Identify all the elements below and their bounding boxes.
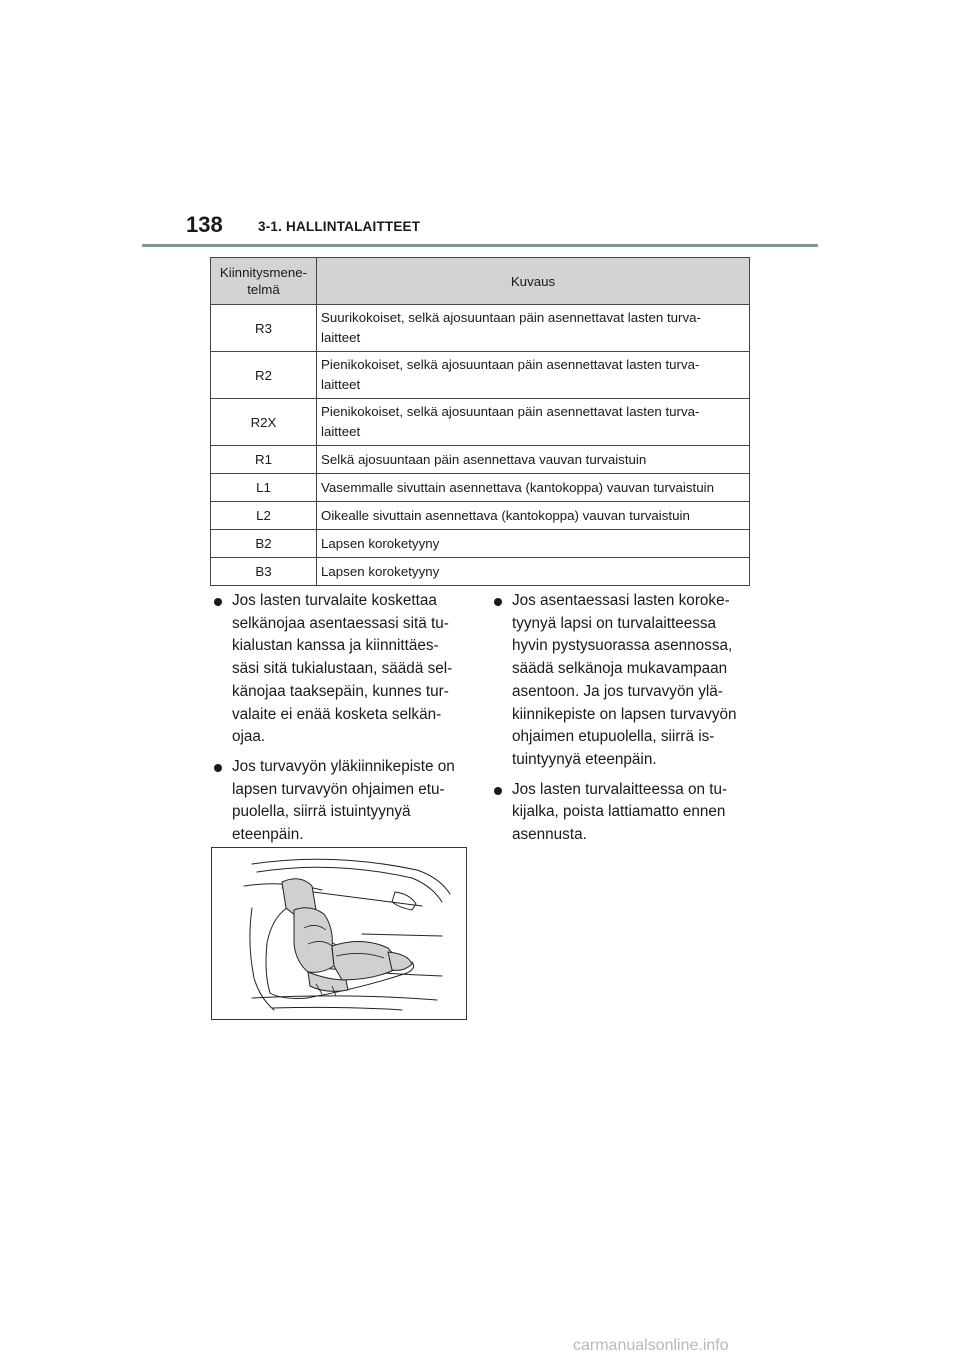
method-description: Pienikokoiset, selkä ajosuuntaan päin asennettavat lasten turva- laitteet [317, 352, 750, 399]
method-description: Lapsen koroketyyny [317, 530, 750, 558]
bullet-item: Jos lasten turvalaitteessa on tu- kijalka, poista lattiamatto ennen asennusta. [494, 779, 744, 847]
method-description: Vasemmalle sivuttain asennettava (kantokoppa) vauvan turvaistuin [317, 474, 750, 502]
bullet-item: Jos asentaessasi lasten koroke- tyynyä lapsi on turvalaitteessa hyvin pystysuorassa asennossa, säädä selkänoja mukavampaan asentoon. Ja jos turvavyön ylä- kiinnikepiste on lapsen turvavyön ohjaimen etupuolella, siirrä is- tuintyynyä eteenpäin. [494, 590, 744, 772]
bullet-item: Jos lasten turvalaite koskettaa selkänojaa asentaessasi sitä tu- kialustan kanssa ja kiinnittäes- säsi sitä tukialustaan, säädä sel- känojaa taaksepäin, kunnes tur- valaite ei enää kosketa selkän- ojaa. [214, 590, 464, 749]
table-row [211, 530, 750, 558]
header-method: Kiinnitysmene- telmä [211, 258, 317, 305]
method-code: R2 [211, 352, 317, 399]
bullet-dot-icon [494, 787, 502, 795]
bullet-item: Jos turvavyön yläkiinnikepiste on lapsen turvavyön ohjaimen etu- puolella, siirrä istuintyynyä eteenpäin. [214, 756, 464, 847]
table-row [211, 305, 750, 352]
table-row [211, 352, 750, 399]
table-row [211, 399, 750, 446]
method-code: R1 [211, 446, 317, 474]
method-code: B2 [211, 530, 317, 558]
table-header-row [211, 258, 750, 305]
bullet-dot-icon [214, 764, 222, 772]
method-description: Selkä ajosuuntaan päin asennettava vauvan turvaistuin [317, 446, 750, 474]
method-description: Pienikokoiset, selkä ajosuuntaan päin asennettavat lasten turva- laitteet [317, 399, 750, 446]
method-description: Lapsen koroketyyny [317, 558, 750, 586]
header-divider [142, 244, 818, 247]
method-code: R3 [211, 305, 317, 352]
right-text-column [494, 590, 744, 854]
method-code: B3 [211, 558, 317, 586]
method-code: L1 [211, 474, 317, 502]
bullet-dot-icon [214, 598, 222, 606]
method-code: L2 [211, 502, 317, 530]
table-row [211, 558, 750, 586]
method-description: Suurikokoiset, selkä ajosuuntaan päin asennettavat lasten turva- laitteet [317, 305, 750, 352]
car-seat-drawing [212, 848, 466, 1019]
section-title: 3-1. HALLINTALAITTEET [258, 219, 421, 234]
child-seat-illustration [211, 847, 467, 1020]
method-code: R2X [211, 399, 317, 446]
table-row [211, 446, 750, 474]
page-number: 138 [186, 212, 223, 237]
method-description: Oikealle sivuttain asennettava (kantokoppa) vauvan turvaistuin [317, 502, 750, 530]
bullet-dot-icon [494, 598, 502, 606]
left-text-column [214, 590, 464, 854]
table-row [211, 474, 750, 502]
header-description: Kuvaus [317, 258, 750, 305]
footer-watermark: carmanualsonline.info [573, 1337, 729, 1354]
installation-method-table [210, 257, 750, 586]
table-row [211, 502, 750, 530]
